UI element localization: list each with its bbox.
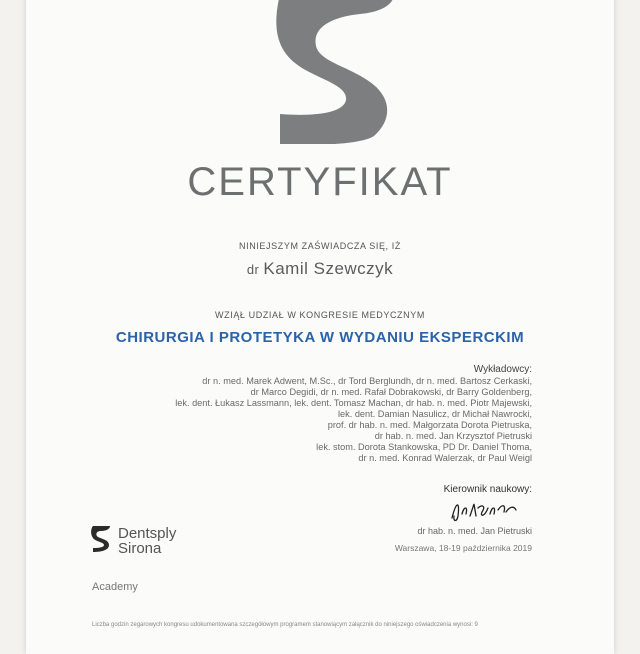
lecturer-line: dr n. med. Konrad Walerzak, dr Paul Weigl xyxy=(358,453,532,463)
brand-line2: Sirona xyxy=(118,540,162,557)
dentsply-sirona-logo-icon xyxy=(90,526,112,552)
recipient-prefix: dr xyxy=(246,262,260,277)
congress-title: CHIRURGIA I PROTETYKA W WYDANIU EKSPERCKIM xyxy=(115,329,525,346)
lecturer-line: dr n. med. Marek Adwent, M.Sc., dr Tord Berglundh, dr n. med. Bartosz Cerkaski, xyxy=(202,376,532,386)
lecturer-line: lek. dent. Łukasz Lassmann, lek. dent. Tomasz Machan, dr hab. n. med. Piotr Majewski, xyxy=(175,398,532,408)
recipient-name: Kamil Szewczyk xyxy=(263,259,394,278)
scientific-lead-label: Kierownik naukowy: xyxy=(443,484,532,495)
lecturer-line: dr hab. n. med. Jan Krzysztof Pietruski xyxy=(374,431,532,441)
participation-text: WZIĄŁ UDZIAŁ W KONGRESIE MEDYCZNYM xyxy=(215,310,425,320)
signature-image xyxy=(448,496,520,524)
lecturer-line: lek. dent. Damian Nasulicz, dr Michał Nawrocki, xyxy=(337,409,532,419)
brand-name xyxy=(118,526,176,556)
certificate-intro: NINIEJSZYM ZAŚWIADCZA SIĘ, IŻ xyxy=(239,241,401,251)
certificate-title: CERTYFIKAT xyxy=(187,160,453,204)
lecturers-header: Wykładowcy: xyxy=(473,364,532,375)
lecturers-list xyxy=(72,376,532,464)
certificate-page xyxy=(26,0,614,654)
place-date: Warszawa, 18-19 października 2019 xyxy=(394,543,532,553)
lecturer-line: prof. dr hab. n. med. Małgorzata Dorota Pietruska, xyxy=(327,420,532,430)
lecturer-line: lek. stom. Dorota Stankowska, PD Dr. Daniel Thoma, xyxy=(316,442,532,452)
lecturer-line: dr Marco Degidi, dr n. med. Rafał Dobrakowski, dr Barry Goldenberg, xyxy=(250,387,532,397)
scientific-lead-name: dr hab. n. med. Jan Pietruski xyxy=(417,526,532,536)
brand-line1: Dentsply xyxy=(118,525,177,542)
brand-academy: Academy xyxy=(92,581,138,593)
recipient-name-line xyxy=(26,259,614,279)
dentsply-s-logo-icon xyxy=(262,0,412,144)
footer-note: Liczba godzin zegarowych kongresu udokumentowana szczegółowym programem stanowiącym załącznik do niniejszego oświadczenia wynosi: 9 xyxy=(92,622,478,628)
